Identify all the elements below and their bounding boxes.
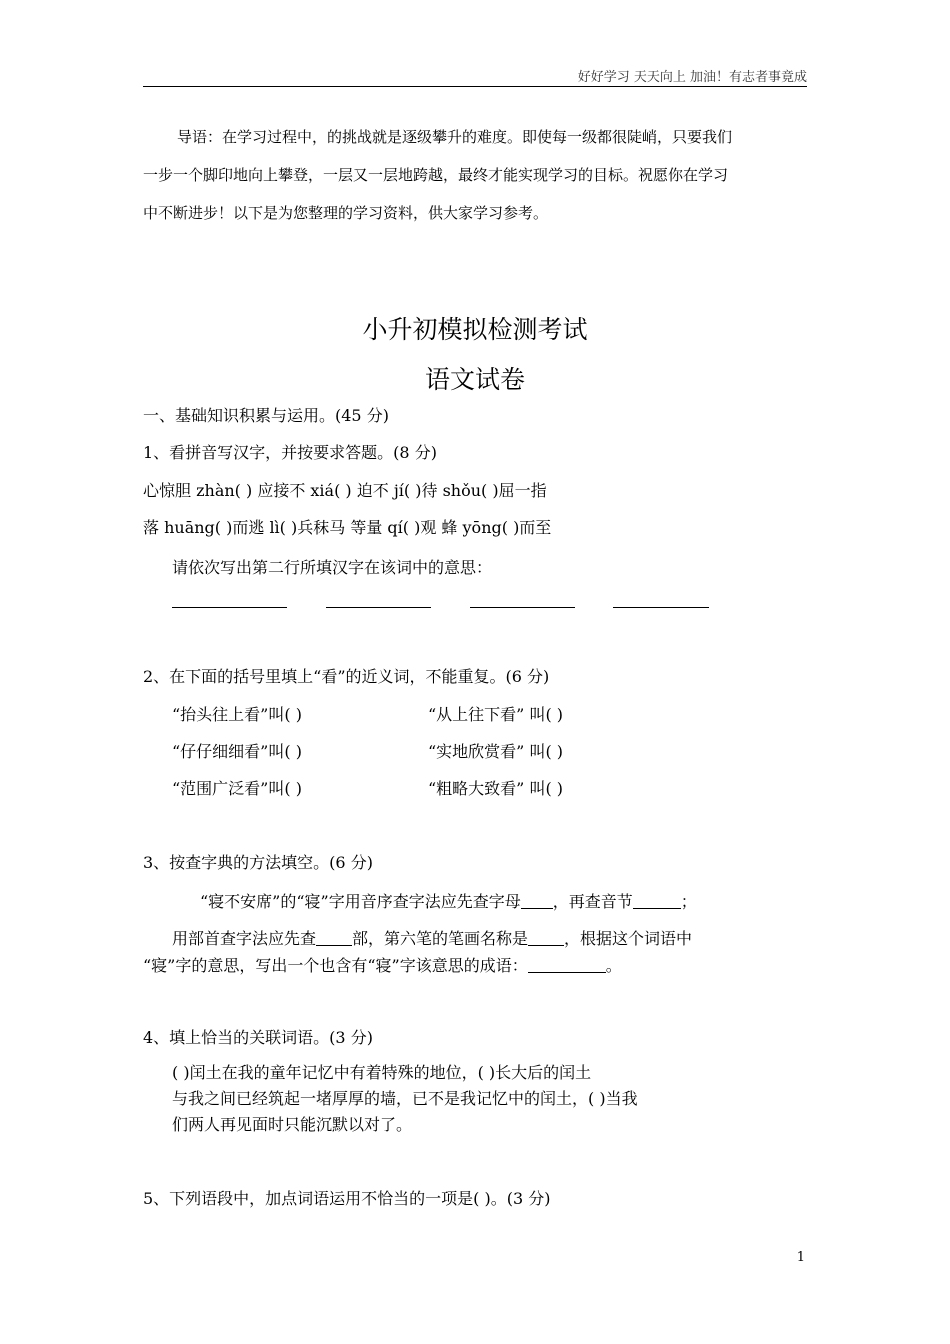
intro-line-3: 中不断进步！以下是为您整理的学习资料，供大家学习参考。 — [143, 204, 549, 222]
q4-line-2: 与我之间已经筑起一堵厚厚的墙，已不是我记忆中的闰土，( )当我 — [172, 1089, 638, 1108]
q4-line-1: ( )闰土在我的童年记忆中有着特殊的地位，( )长大后的闰土 — [172, 1063, 592, 1082]
intro-line-1: 导语：在学习过程中，的挑战就是逐级攀升的难度。即使每一级都很陡峭，只要我们 — [177, 128, 733, 146]
q1-answer-blank-3[interactable] — [470, 607, 575, 608]
q3-line-2-text-b: 部，第六笔的笔画名称是 — [352, 929, 529, 948]
exam-title: 小升初模拟检测考试 — [362, 315, 588, 344]
q3-line-2-text-c: ，根据这个词语中 — [564, 929, 693, 948]
q1-pinyin-row-1: 心惊胆 zhàn( ) 应接不 xiá( ) 迫不 jí( )待 shǒu( )屈一指 — [143, 481, 547, 500]
q2-heading: 2、在下面的括号里填上“看”的近义词，不能重复。(6 分) — [143, 667, 550, 686]
q3-line-1-text-c: ； — [680, 892, 697, 911]
exam-subtitle: 语文试卷 — [424, 365, 525, 394]
q3-blank-stroke[interactable] — [528, 929, 564, 946]
q3-blank-letter[interactable] — [521, 892, 553, 909]
q3-line-3-text-b: 。 — [605, 956, 622, 975]
q4-heading: 4、填上恰当的关联词语。(3 分) — [143, 1028, 373, 1047]
q2-item-right: “实地欣赏看” 叫( ) — [428, 742, 564, 761]
q1-instruction: 请依次写出第二行所填汉字在该词中的意思： — [172, 558, 493, 577]
q1-answer-blank-1[interactable] — [172, 607, 287, 608]
q3-line-3-text-a: “寝”字的意思，写出一个也含有“寝”字该意思的成语： — [143, 956, 528, 975]
q3-line-2 — [172, 926, 692, 949]
q2-item-left: “仔仔细细看”叫( ) — [172, 742, 302, 761]
q4-line-3: 们两人再见面时只能沉默以对了。 — [172, 1115, 413, 1134]
page-number: 1 — [796, 1250, 805, 1265]
q3-blank-radical[interactable] — [316, 929, 352, 946]
q1-answer-blank-2[interactable] — [326, 607, 431, 608]
q3-blank-idiom[interactable] — [528, 956, 606, 973]
q3-line-3 — [143, 953, 622, 976]
q1-pinyin-row-2: 落 huāng( )而逃 lì( )兵秣马 等量 qí( )观 蜂 yōng( )而至 — [143, 518, 552, 537]
q2-item-right: “从上往下看” 叫( ) — [428, 705, 564, 724]
header-rule — [143, 86, 807, 87]
q3-blank-syllable[interactable] — [633, 892, 681, 909]
intro-line-2: 一步一个脚印地向上攀登，一层又一层地跨越，最终才能实现学习的目标。祝愿你在学习 — [143, 166, 729, 184]
section-1-heading: 一、基础知识积累与运用。(45 分) — [143, 406, 389, 425]
q3-line-1-text-a: “寝不安席”的“寝”字用音序查字法应先查字母 — [200, 892, 521, 911]
intro-paragraph — [143, 118, 807, 232]
q5-heading: 5、下列语段中，加点词语运用不恰当的一项是( )。(3 分) — [143, 1189, 551, 1208]
q3-line-2-text-a: 用部首查字法应先查 — [172, 929, 317, 948]
q3-line-1-text-b: ，再查音节 — [552, 892, 633, 911]
q3-line-1 — [200, 889, 697, 912]
q1-answer-blank-4[interactable] — [613, 607, 709, 608]
q1-heading: 1、看拼音写汉字，并按要求答题。(8 分) — [143, 443, 437, 462]
q3-heading: 3、按查字典的方法填空。(6 分) — [143, 853, 373, 872]
q2-item-left: “范围广泛看”叫( ) — [172, 779, 302, 798]
q2-item-right: “粗略大致看” 叫( ) — [428, 779, 564, 798]
page-header: 好好学习 天天向上 加油！有志者事竟成 — [577, 70, 807, 85]
q2-item-left: “抬头往上看”叫( ) — [172, 705, 302, 724]
q4-passage — [172, 1060, 807, 1138]
